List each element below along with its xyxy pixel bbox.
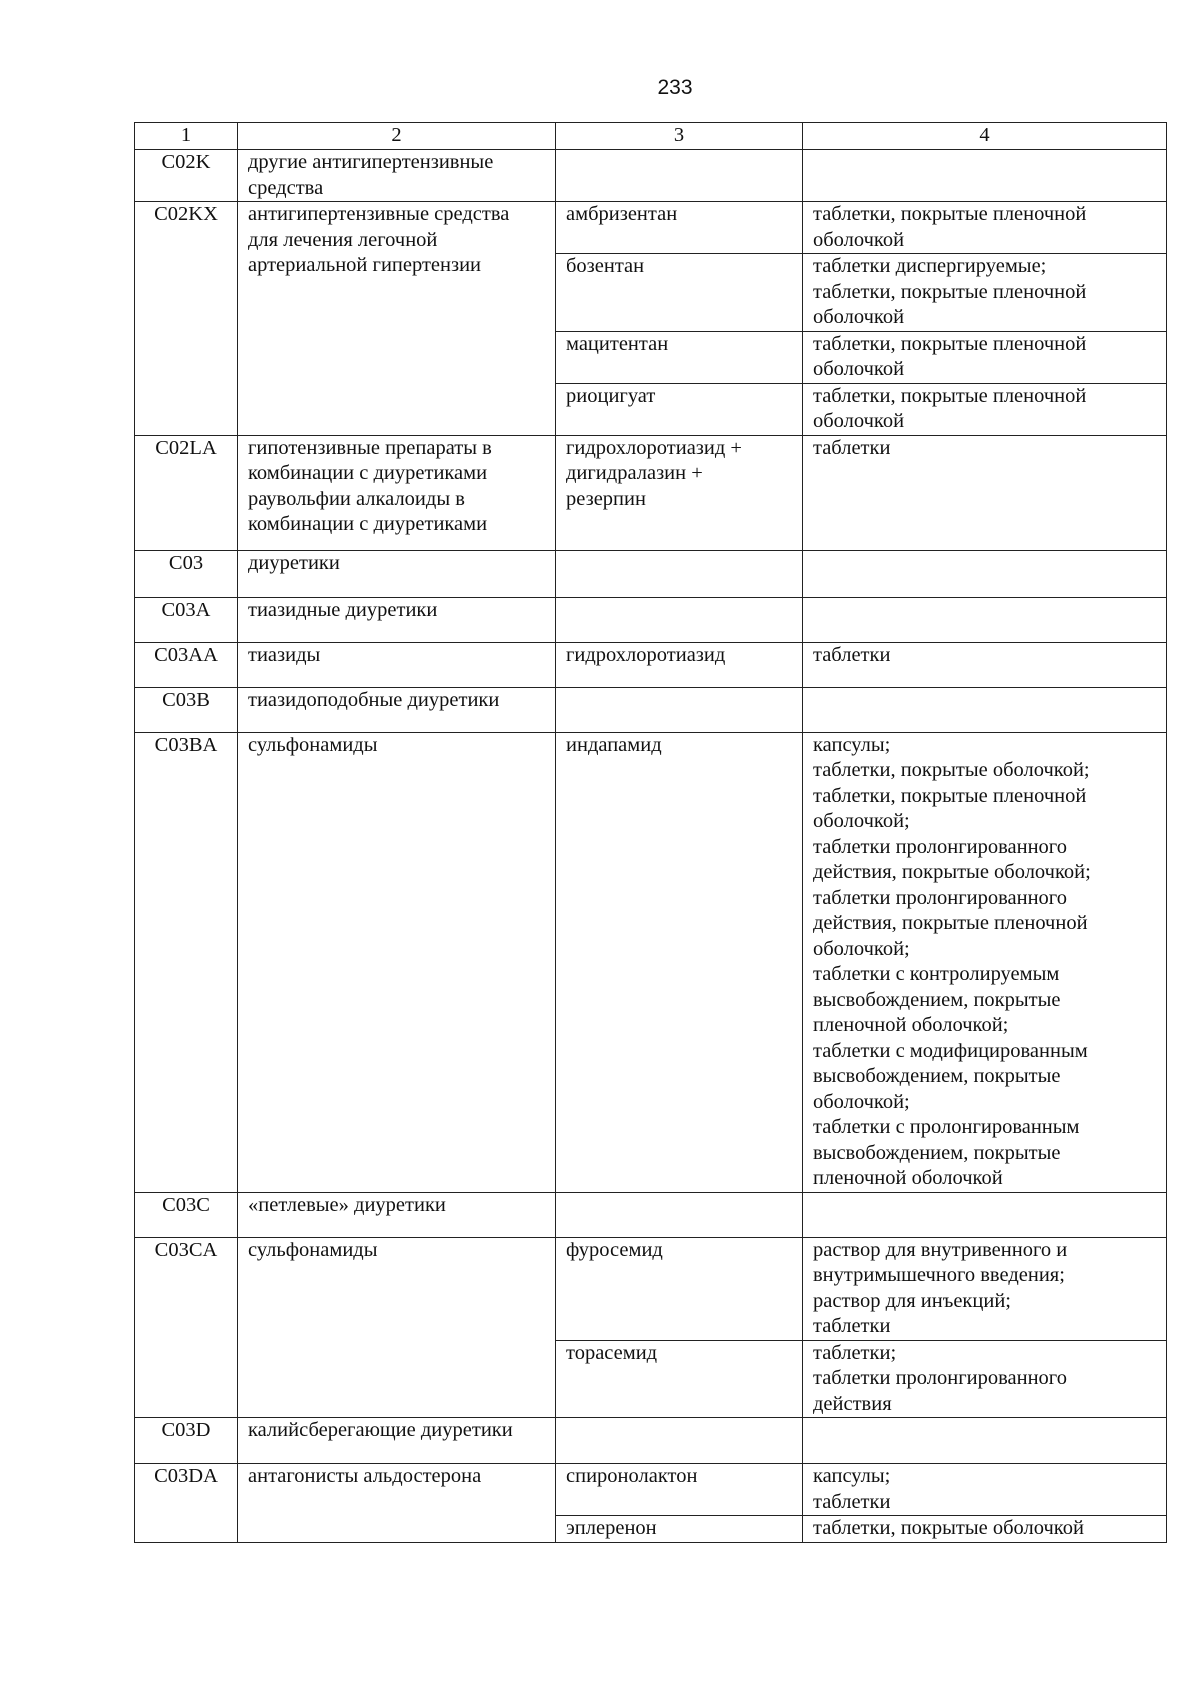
dosage-form-line: таблетки пролонгированного (813, 835, 1067, 858)
group-name-line: сульфонамиды (248, 1238, 378, 1261)
group-name-line: раувольфии алкалоиды в (248, 487, 465, 510)
dosage-form-line: капсулы; (813, 733, 891, 756)
group-name-line: тиазидоподобные диуретики (248, 688, 500, 711)
dosage-form-line: высвобождением, покрытые (813, 988, 1061, 1011)
dosage-form-cell (803, 1516, 1167, 1543)
dosage-form-line: оболочкой; (813, 810, 910, 832)
drug-name-cell (556, 254, 803, 332)
dosage-form-cell (803, 1192, 1167, 1237)
dosage-form-cell (803, 642, 1167, 687)
dosage-form-cell (803, 1418, 1167, 1464)
table-row (135, 642, 1167, 687)
group-name-line: антигипертензивные средства (248, 203, 510, 225)
drug-name-cell (556, 597, 803, 642)
atc-code-cell: C03DA (135, 1464, 238, 1543)
table-body (135, 123, 1167, 1543)
dosage-form-line: таблетки, покрытые пленочной (813, 203, 1087, 225)
atc-code-cell: C03AA (135, 642, 238, 687)
group-name-cell (238, 150, 556, 202)
dosage-form-line: раствор для внутривенного и (813, 1238, 1068, 1261)
group-name-line: тиазидные диуретики (248, 598, 438, 621)
group-name-cell (238, 642, 556, 687)
group-name-cell (238, 1192, 556, 1237)
dosage-form-line: таблетки (813, 436, 891, 459)
dosage-form-cell (803, 687, 1167, 732)
table-row (135, 1418, 1167, 1464)
dosage-form-line: таблетки, покрытые пленочной (813, 784, 1087, 807)
dosage-form-line: действия, покрытые пленочной (813, 912, 1088, 934)
drug-name-line: торасемид (566, 1341, 658, 1364)
header-cell-2: 2 (238, 123, 556, 150)
dosage-form-cell (803, 1464, 1167, 1516)
drug-name-line: эплеренон (566, 1517, 657, 1539)
header-row (135, 123, 1167, 150)
group-name-line: «петлевые» диуретики (248, 1193, 446, 1216)
atc-code-cell: C03B (135, 687, 238, 732)
dosage-form-cell (803, 1340, 1167, 1418)
group-name-line: средства (248, 176, 324, 199)
dosage-form-line: внутримышечного введения; (813, 1264, 1065, 1286)
drug-name-cell (556, 687, 803, 732)
drug-name-line: индапамид (566, 733, 662, 756)
dosage-form-line: таблетки пролонгированного (813, 886, 1067, 909)
table-row (135, 597, 1167, 642)
group-name-line: сульфонамиды (248, 733, 378, 756)
atc-code-cell: C02KX (135, 202, 238, 436)
drug-name-cell (556, 732, 803, 1192)
dosage-form-line: таблетки (813, 1490, 891, 1513)
group-name-line: другие антигипертензивные (248, 151, 494, 173)
table-row (135, 1464, 1167, 1516)
drug-name-line: бозентан (566, 255, 645, 277)
table-row (135, 732, 1167, 1192)
table-row (135, 687, 1167, 732)
dosage-form-cell (803, 202, 1167, 254)
dosage-form-line: таблетки с модифицированным (813, 1039, 1088, 1062)
group-name-line: калийсберегающие диуретики (248, 1419, 513, 1441)
drug-name-cell (556, 1418, 803, 1464)
drug-name-cell (556, 1340, 803, 1418)
table-row (135, 202, 1167, 254)
dosage-form-cell (803, 150, 1167, 202)
drug-name-cell (556, 1516, 803, 1543)
atc-code-cell: C03 (135, 550, 238, 597)
dosage-form-line: таблетки, покрытые пленочной (813, 332, 1087, 355)
drug-name-line: риоцигуат (566, 384, 656, 407)
drug-name-cell (556, 642, 803, 687)
atc-code-cell: C03D (135, 1418, 238, 1464)
dosage-form-cell (803, 1237, 1167, 1340)
drug-name-line: амбризентан (566, 203, 678, 225)
table-row (135, 1237, 1167, 1340)
group-name-line: гипотензивные препараты в (248, 436, 492, 459)
dosage-form-line: пленочной оболочкой; (813, 1014, 1009, 1036)
dosage-form-line: высвобождением, покрытые (813, 1065, 1061, 1087)
group-name-cell (238, 732, 556, 1192)
drug-name-line: дигидралазин + (566, 462, 703, 484)
drug-name-line: гидрохлоротиазид (566, 643, 726, 666)
atc-code-cell: C03BA (135, 732, 238, 1192)
atc-code-cell: C03CA (135, 1237, 238, 1418)
header-cell-4: 4 (803, 123, 1167, 150)
page-number: 233 (657, 76, 693, 99)
group-name-line: тиазиды (248, 643, 321, 666)
group-name-cell (238, 435, 556, 550)
dosage-form-cell (803, 383, 1167, 435)
group-name-cell (238, 1418, 556, 1464)
group-name-cell (238, 687, 556, 732)
dosage-form-line: таблетки, покрытые пленочной (813, 280, 1087, 303)
dosage-form-line: таблетки, покрытые пленочной (813, 384, 1087, 407)
atc-code-cell: C02K (135, 150, 238, 202)
dosage-form-line: таблетки (813, 643, 891, 666)
header-cell-3: 3 (556, 123, 803, 150)
group-name-cell (238, 202, 556, 436)
header-cell-1: 1 (135, 123, 238, 150)
dosage-form-cell (803, 550, 1167, 597)
dosage-form-line: таблетки, покрытые оболочкой; (813, 759, 1090, 781)
group-name-line: комбинации с диуретиками (248, 513, 488, 535)
group-name-cell (238, 597, 556, 642)
dosage-form-line: таблетки диспергируемые; (813, 255, 1047, 277)
dosage-form-line: таблетки, покрытые оболочкой (813, 1517, 1084, 1539)
dosage-form-cell (803, 597, 1167, 642)
table-row (135, 150, 1167, 202)
dosage-form-line: действия, покрытые оболочкой; (813, 861, 1091, 883)
drug-name-cell (556, 150, 803, 202)
group-name-line: комбинации с диуретиками (248, 462, 488, 484)
group-name-cell (238, 550, 556, 597)
dosage-form-cell (803, 732, 1167, 1192)
dosage-form-line: оболочкой (813, 306, 905, 328)
drug-name-cell (556, 1192, 803, 1237)
drug-name-line: резерпин (566, 487, 646, 510)
dosage-form-line: оболочкой (813, 410, 905, 432)
drug-name-cell (556, 383, 803, 435)
dosage-form-line: таблетки; (813, 1341, 897, 1364)
dosage-form-line: оболочкой; (813, 937, 910, 960)
group-name-cell (238, 1237, 556, 1418)
group-name-line: артериальной гипертензии (248, 254, 482, 276)
dosage-form-line: высвобождением, покрытые (813, 1141, 1061, 1164)
dosage-form-line: таблетки (813, 1315, 891, 1337)
dosage-form-cell (803, 254, 1167, 332)
drug-name-line: фуросемид (566, 1238, 663, 1261)
drug-name-line: спиронолактон (566, 1465, 698, 1487)
dosage-form-line: оболочкой (813, 228, 905, 251)
drug-name-cell (556, 202, 803, 254)
group-name-line: антагонисты альдостерона (248, 1465, 482, 1487)
drug-name-line: мацитентан (566, 332, 669, 355)
drug-name-cell (556, 550, 803, 597)
drug-name-cell (556, 435, 803, 550)
dosage-form-cell (803, 435, 1167, 550)
dosage-form-cell (803, 331, 1167, 383)
dosage-form-line: таблетки пролонгированного (813, 1367, 1067, 1389)
table-row (135, 435, 1167, 550)
drug-name-cell (556, 1237, 803, 1340)
group-name-cell (238, 1464, 556, 1543)
dosage-form-line: капсулы; (813, 1465, 891, 1487)
atc-code-cell: C03C (135, 1192, 238, 1237)
atc-code-cell: C02LA (135, 435, 238, 550)
dosage-form-line: пленочной оболочкой (813, 1167, 1003, 1189)
dosage-form-line: оболочкой (813, 358, 905, 380)
dosage-form-line: таблетки с контролируемым (813, 963, 1060, 985)
dosage-form-line: раствор для инъекций; (813, 1289, 1011, 1312)
drug-name-cell (556, 331, 803, 383)
drug-name-cell (556, 1464, 803, 1516)
group-name-line: диуретики (248, 551, 340, 574)
drug-table (134, 122, 1167, 1543)
table-row (135, 1192, 1167, 1237)
dosage-form-line: действия (813, 1392, 892, 1415)
dosage-form-line: оболочкой; (813, 1090, 910, 1113)
group-name-line: для лечения легочной (248, 228, 438, 251)
atc-code-cell: C03A (135, 597, 238, 642)
table-row (135, 550, 1167, 597)
drug-name-line: гидрохлоротиазид + (566, 436, 742, 459)
dosage-form-line: таблетки с пролонгированным (813, 1116, 1080, 1138)
